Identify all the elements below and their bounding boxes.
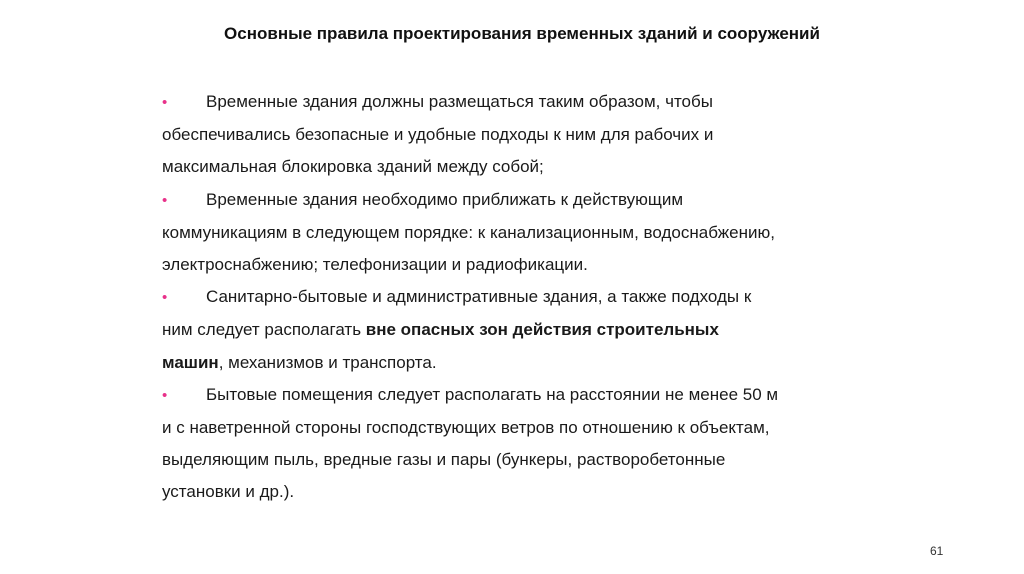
bullet-item-placement: [162, 86, 882, 184]
bullet-text: , механизмов и транспорта.: [218, 352, 437, 372]
bullet-line: электроснабжению; телефонизации и радиофикации.: [162, 255, 588, 275]
bullet-line: [162, 184, 882, 217]
bullet-line: коммуникациям в следующем порядке: к канализационным, водоснабжению,: [162, 222, 775, 242]
bullet-dot-icon: •: [162, 386, 168, 404]
bullet-emphasis: машин: [162, 352, 219, 372]
bullet-line: [162, 86, 882, 119]
bullet-text: Временные здания необходимо приближать к действующим: [206, 189, 684, 209]
bullet-emphasis: вне опасных зон действия строительных: [365, 320, 719, 340]
bullet-dot-icon: •: [162, 191, 168, 209]
bullet-line: установки и др.).: [162, 482, 295, 502]
page-number: 61: [930, 544, 944, 558]
bullet-dot-icon: •: [162, 289, 168, 307]
bullet-text: ним следует располагать: [162, 320, 366, 340]
bullet-text: Временные здания должны размещаться таким образом, чтобы: [206, 92, 713, 111]
bullet-item-safety-zones: [162, 281, 882, 379]
bullet-item-communications: [162, 184, 882, 282]
bullet-dot-icon: •: [162, 94, 168, 111]
bullet-line: и с наветренной стороны господствующих ветров по отношению к объектам,: [162, 418, 770, 438]
bullet-line: [162, 379, 882, 412]
slide-title: Основные правила проектирования временных зданий и сооружений: [224, 24, 820, 43]
bullet-list: [162, 86, 882, 509]
bullet-line: [162, 314, 882, 346]
bullet-line: обеспечивались безопасные и удобные подходы к ним для рабочих и: [162, 125, 714, 145]
bullet-text: Санитарно-бытовые и административные здания, а также подходы к: [206, 287, 752, 307]
bullet-line: [162, 347, 882, 379]
bullet-line: [162, 281, 882, 314]
bullet-line: выделяющим пыль, вредные газы и пары (бункеры, растворобетонные: [162, 450, 726, 470]
bullet-line: максимальная блокировка зданий между собой;: [162, 157, 544, 177]
bullet-item-distance: [162, 379, 882, 509]
bullet-text: Бытовые помещения следует располагать на расстоянии не менее 50 м: [206, 384, 779, 404]
